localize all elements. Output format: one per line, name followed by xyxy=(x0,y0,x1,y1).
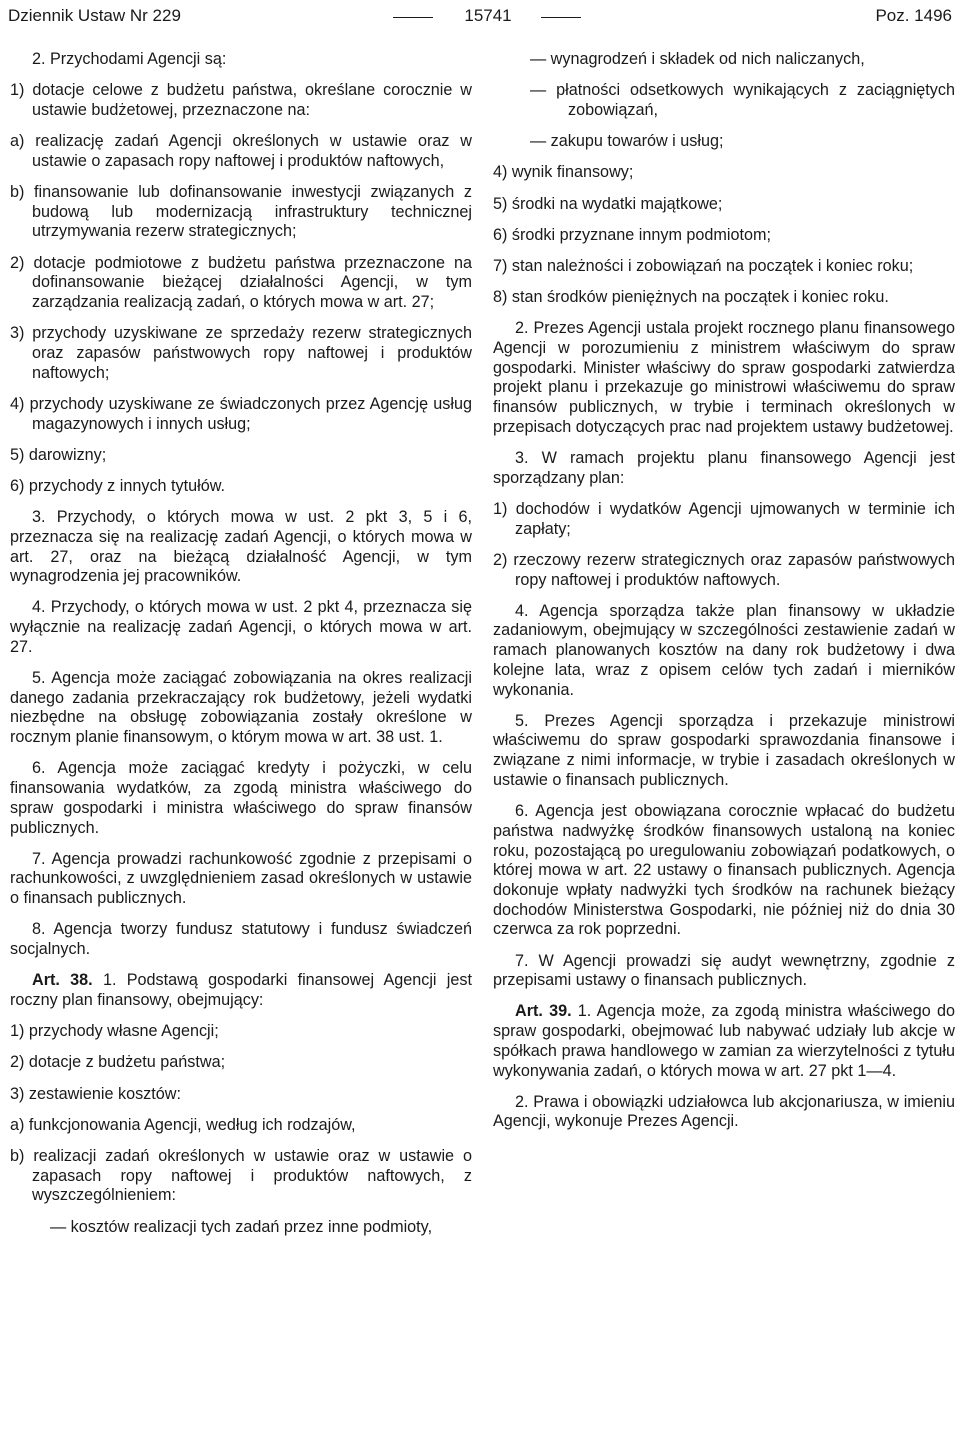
paragraph-text: 3) zestawienie kosztów: xyxy=(10,1084,181,1103)
paragraph xyxy=(10,1053,472,1073)
paragraph xyxy=(10,1022,472,1042)
paragraph xyxy=(10,1116,472,1136)
paragraph xyxy=(10,446,472,466)
paragraph xyxy=(493,50,955,70)
paragraph-text: 5) środki na wydatki majątkowe; xyxy=(493,194,723,213)
paragraph xyxy=(10,508,472,587)
paragraph-text: 7) stan należności i zobowiązań na początek i koniec roku; xyxy=(493,256,914,275)
paragraph xyxy=(10,81,472,120)
paragraph-text: 3. Przychody, o których mowa w ust. 2 pkt 3, 5 i 6, przeznacza się na realizację zadań Agencji, o których mowa w art. 27, oraz na bieżącą działalność Agencji, w tym wynagrodzenia jej pracowników. xyxy=(10,508,472,586)
paragraph xyxy=(10,50,472,70)
paragraph xyxy=(493,226,955,246)
paragraph xyxy=(10,598,472,657)
paragraph xyxy=(493,500,955,539)
paragraph-text: a) realizację zadań Agencji określonych w ustawie oraz w ustawie o zapasach ropy naftowej i produktów naftowych, xyxy=(10,132,472,170)
paragraph-text: — zakupu towarów i usług; xyxy=(530,132,724,151)
paragraph-text: 4) wynik finansowy; xyxy=(493,163,634,182)
paragraph-text: b) realizacji zadań określonych w ustawie oraz w ustawie o zapasach ropy naftowej i produktów naftowych, z wyszczególnieniem: xyxy=(10,1146,472,1205)
paragraph xyxy=(10,850,472,909)
paragraph xyxy=(10,1218,472,1238)
paragraph xyxy=(493,712,955,791)
paragraph xyxy=(493,81,955,120)
paragraph-text: 6. Agencja jest obowiązana corocznie wpłacać do budżetu państwa nadwyżkę środków finansowych ustaloną na koniec roku, pozostającą po uregulowaniu zobowiązań podatkowych, o której mowa w art. 22 ustawy o finansach publicznych. Agencja dokonuje wpłaty nadwyżki tych środków na rachunek bieżący dochodów Ministerstwa Gospodarki, nie później niż do dnia 30 czerwca za rok poprzedni. xyxy=(493,802,955,939)
paragraph xyxy=(493,1093,955,1132)
paragraph xyxy=(10,971,472,1010)
paragraph xyxy=(10,324,472,383)
article-label: Art. 38. xyxy=(32,971,93,990)
paragraph-text: 7. Agencja prowadzi rachunkowość zgodnie z przepisami o rachunkowości, z uwzględnieniem zasad określonych w ustawie o finansach publicznych. xyxy=(10,849,472,908)
position-number: Poz. 1496 xyxy=(875,6,952,25)
paragraph xyxy=(493,802,955,940)
paragraph-text: 4. Przychody, o których mowa w ust. 2 pkt 4, przeznacza się wyłącznie na realizację zadań Agencji, o których mowa w art. 27. xyxy=(10,598,472,656)
paragraph-text: 6. Agencja może zaciągać kredyty i pożyczki, w celu finansowania wydatków, za zgodą ministra właściwego do spraw gospodarki i ministra właściwego do spraw finansów publicznych. xyxy=(10,759,472,837)
paragraph-text: — wynagrodzeń i składek od nich naliczanych, xyxy=(530,50,865,68)
paragraph xyxy=(10,183,472,242)
article-label: Art. 39. xyxy=(515,1002,572,1021)
paragraph-text: a) funkcjonowania Agencji, według ich rodzajów, xyxy=(10,1115,356,1134)
header-rule-right xyxy=(541,17,581,18)
paragraph-text: 2. Przychodami Agencji są: xyxy=(32,50,227,68)
paragraph-text: — płatności odsetkowych wynikających z zaciągniętych zobowiązań, xyxy=(530,81,955,119)
right-column xyxy=(493,50,955,1144)
paragraph-text: 1. Podstawą gospodarki finansowej Agencji jest roczny plan finansowy, obejmujący: xyxy=(10,971,472,1009)
page-header xyxy=(8,6,952,32)
paragraph xyxy=(493,952,955,991)
paragraph-text: b) finansowanie lub dofinansowanie inwestycji związanych z budową lub modernizacją infrastruktury technicznej utrzymywania rezerw strategicznych; xyxy=(10,183,472,241)
paragraph-text: 3. W ramach projektu planu finansowego Agencji jest sporządzany plan: xyxy=(493,449,955,487)
paragraph xyxy=(493,257,955,277)
paragraph xyxy=(10,395,472,434)
paragraph-text: 2. Prezes Agencji ustala projekt rocznego planu finansowego Agencji w porozumieniu z ministrem właściwym do spraw gospodarki. Minister właściwy do spraw gospodarki zatwierdza projekt planu i przekazuje go ministrowi właściwemu do spraw finansów publicznych, w trybie i terminach określonych w przepisach dotyczących prac nad projektem ustawy budżetowej. xyxy=(493,319,955,436)
paragraph-text: 7. W Agencji prowadzi się audyt wewnętrzny, zgodnie z przepisami ustawy o finansach publicznych. xyxy=(493,951,955,990)
paragraph-text: 5. Prezes Agencji sporządza i przekazuje ministrowi właściwemu do spraw gospodarki sprawozdania finansowe i związane z nimi informacje, w trybie i zasadach określonych w ustawie o finansach publicznych. xyxy=(493,711,955,789)
paragraph-text: — kosztów realizacji tych zadań przez inne podmioty, xyxy=(50,1217,433,1236)
paragraph xyxy=(10,254,472,313)
paragraph-text: 6) środki przyznane innym podmiotom; xyxy=(493,225,772,244)
journal-title: Dziennik Ustaw Nr 229 xyxy=(8,6,181,25)
paragraph xyxy=(493,449,955,488)
paragraph-text: 2) rzeczowy rezerw strategicznych oraz zapasów państwowych ropy naftowej i produktów naftowych. xyxy=(493,550,955,589)
paragraph-text: 1. Agencja może, za zgodą ministra właściwego do spraw gospodarki, obejmować lub nabywać udziały lub akcje w spółkach prawa handlowego w zamian za wierzytelności z tytułu wykonywania zadań, o których mowa w art. 27 pkt 1—4. xyxy=(493,1002,955,1080)
paragraph xyxy=(493,288,955,308)
paragraph xyxy=(493,195,955,215)
paragraph xyxy=(10,759,472,838)
paragraph-text: 2) dotacje podmiotowe z budżetu państwa przeznaczone na dofinansowanie bieżącej działalności Agencji, w tym zarządzania realizacją zadań, o których mowa w art. 27; xyxy=(10,253,472,312)
paragraph-text: 8. Agencja tworzy fundusz statutowy i fundusz świadczeń socjalnych. xyxy=(10,920,472,959)
paragraph-text: 1) dochodów i wydatków Agencji ujmowanych w terminie ich zapłaty; xyxy=(493,499,955,538)
header-rule-left xyxy=(393,17,433,18)
paragraph xyxy=(10,920,472,959)
paragraph-text: 1) przychody własne Agencji; xyxy=(10,1022,219,1041)
paragraph-text: 1) dotacje celowe z budżetu państwa, określane corocznie w ustawie budżetowej, przeznaczone na: xyxy=(10,81,472,119)
paragraph xyxy=(493,319,955,437)
paragraph-text: 5. Agencja może zaciągać zobowiązania na okres realizacji danego zadania przekraczający rok budżetowy, jeżeli wydatki niezbędne na obsługę zobowiązania zostały określone w rocznym planie finansowym, o którym mowa w art. 38 ust. 1. xyxy=(10,669,472,747)
paragraph xyxy=(493,132,955,152)
paragraph xyxy=(493,602,955,701)
left-column xyxy=(10,50,472,1249)
paragraph xyxy=(10,1147,472,1206)
paragraph-text: 4) przychody uzyskiwane ze świadczonych przez Agencję usług magazynowych i innych usług; xyxy=(10,394,472,433)
paragraph-text: 2. Prawa i obowiązki udziałowca lub akcjonariusza, w imieniu Agencji, wykonuje Prezes Agencji. xyxy=(493,1092,955,1131)
paragraph-text: 2) dotacje z budżetu państwa; xyxy=(10,1053,226,1072)
paragraph xyxy=(10,477,472,497)
paragraph-text: 5) darowizny; xyxy=(10,445,107,464)
paragraph xyxy=(10,1085,472,1105)
paragraph xyxy=(10,669,472,748)
paragraph xyxy=(493,551,955,590)
paragraph-text: 4. Agencja sporządza także plan finansowy w układzie zadaniowym, obejmujący w szczególności zestawienie zadań w ramach planowanych kosztów na dany rok budżetowy i dwa kolejne lata, wraz z opisem celów tych zadań i mierników wykonania. xyxy=(493,601,955,699)
paragraph-text: 8) stan środków pieniężnych na początek i koniec roku. xyxy=(493,288,889,307)
paragraph-text: 3) przychody uzyskiwane ze sprzedaży rezerw strategicznych oraz zapasów państwowych ropy naftowej i produktów naftowych; xyxy=(10,324,472,382)
page-number: 15741 xyxy=(464,6,512,25)
paragraph xyxy=(493,1002,955,1081)
paragraph xyxy=(10,132,472,171)
paragraph xyxy=(493,163,955,183)
paragraph-text: 6) przychody z innych tytułów. xyxy=(10,476,226,495)
